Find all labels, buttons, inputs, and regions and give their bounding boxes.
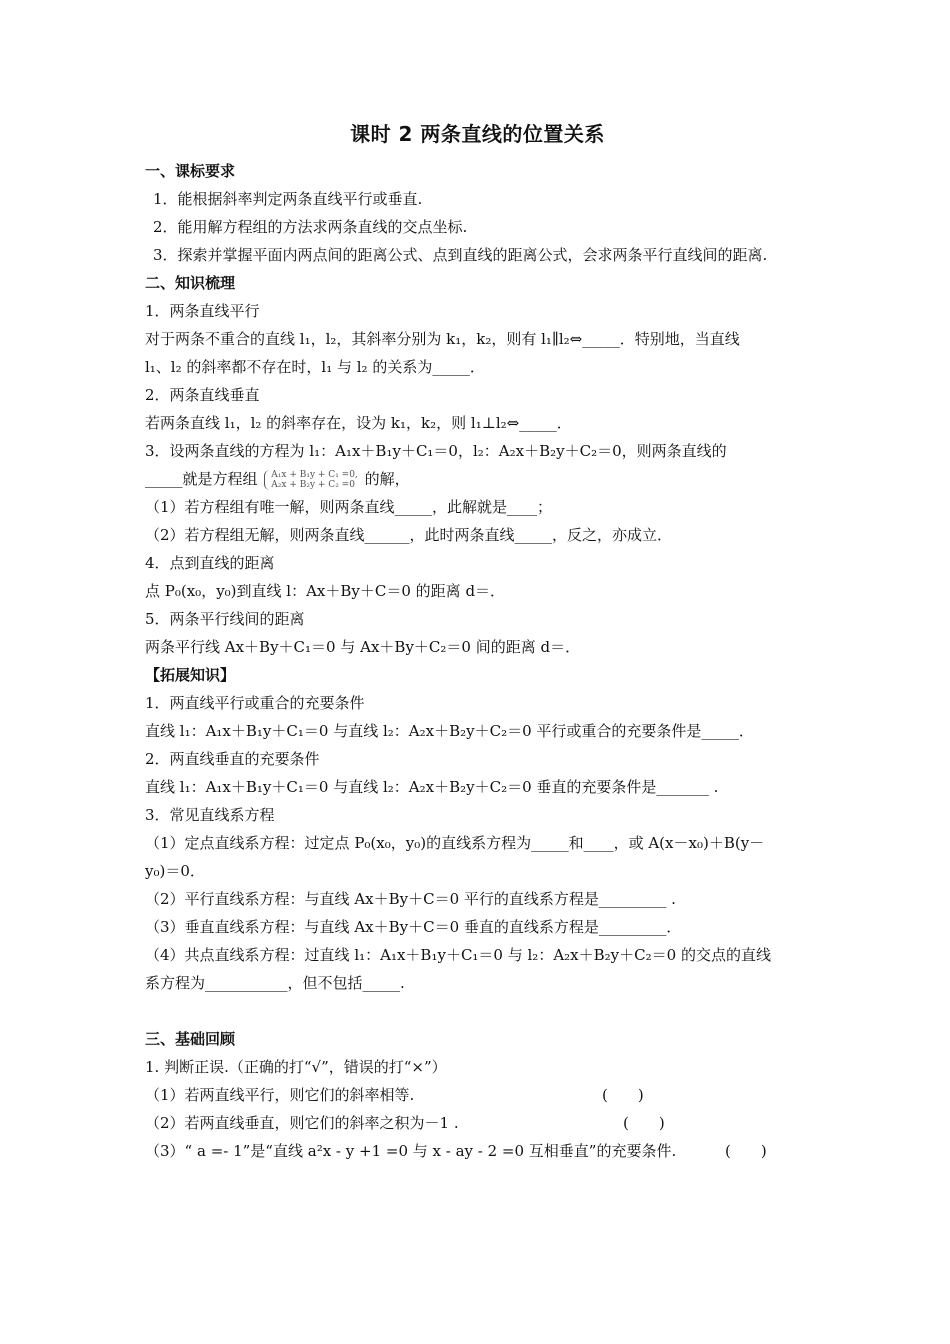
judgment-text: （3）“ a =- 1”是“直线 a²x - y +1 =0 与 x - ay - 2 =0 互相垂直”的充要条件. xyxy=(145,1142,677,1160)
extended-line: y₀)＝0． xyxy=(145,862,205,880)
judgment-text: （1）若两直线平行，则它们的斜率相等. xyxy=(145,1086,415,1104)
page-title: 课时 2 两条直线的位置关系 xyxy=(350,122,605,146)
judgment-item-3 xyxy=(145,1137,810,1165)
judgment-item-2 xyxy=(145,1109,810,1137)
extended-line: 1．两直线平行或重合的充要条件 xyxy=(145,694,365,712)
knowledge-line: l₁、l₂ 的斜率都不存在时，l₁ 与 l₂ 的关系为_____． xyxy=(145,358,485,376)
system-suffix: 的解， xyxy=(364,470,410,488)
judgment-item-1 xyxy=(145,1081,810,1109)
question-1: 1. 判断正误.（正确的打“√”，错误的打“×”） xyxy=(145,1058,447,1076)
knowledge-line: 1．两条直线平行 xyxy=(145,302,260,320)
judgment-text: （2）若两直线垂直，则它们的斜率之积为－1 . xyxy=(145,1114,459,1132)
answer-parentheses: ( ) xyxy=(602,1086,644,1104)
knowledge-line: 3．设两条直线的方程为 l₁：A₁x＋B₁y＋C₁＝0，l₂：A₂x＋B₂y＋C₂＝0，则两条直线的 xyxy=(145,442,727,460)
extended-line: 2．两直线垂直的充要条件 xyxy=(145,750,320,768)
extended-line: 直线 l₁：A₁x＋B₁y＋C₁＝0 与直线 l₂：A₂x＋B₂y＋C₂＝0 平行或重合的充要条件是_____． xyxy=(145,722,754,740)
extended-line: 直线 l₁：A₁x＋B₁y＋C₁＝0 与直线 l₂：A₂x＋B₂y＋C₂＝0 垂直的充要条件是_______ . xyxy=(145,778,719,796)
extended-line: （3）垂直直线系方程：与直线 Ax＋By＋C＝0 垂直的直线系方程是_________． xyxy=(145,918,682,936)
equation-system xyxy=(264,470,358,490)
extended-line: 3．常见直线系方程 xyxy=(145,806,275,824)
knowledge-line: 2．两条直线垂直 xyxy=(145,386,260,404)
system-equation-1: A₁x + B₁y + C₁ =0, xyxy=(271,470,358,480)
answer-parentheses: ( ) xyxy=(623,1114,665,1132)
extended-line: 系方程为___________，但不包括_____. xyxy=(145,974,405,992)
knowledge-line: 点 P₀(x₀，y₀)到直线 l：Ax＋By＋C＝0 的距离 d＝． xyxy=(145,582,506,600)
section-heading-review: 三、基础回顾 xyxy=(145,1030,236,1048)
knowledge-line: 4．点到直线的距离 xyxy=(145,554,275,572)
section-heading-knowledge: 二、知识梳理 xyxy=(145,274,236,292)
knowledge-line: 对于两条不重合的直线 l₁，l₂，其斜率分别为 k₁，k₂，则有 l₁∥l₂⇔_____．特别地，当直线 xyxy=(145,330,740,348)
equation-system-line xyxy=(145,465,810,493)
extended-line: （4）共点直线系方程：过直线 l₁：A₁x＋B₁y＋C₁＝0 与 l₂：A₂x＋B₂y＋C₂＝0 的交点的直线 xyxy=(145,946,771,964)
system-prefix: _____就是方程组 xyxy=(145,470,258,488)
system-equation-2: A₂x + B₂y + C₂ =0 xyxy=(271,480,355,490)
knowledge-line: （1）若方程组有唯一解，则两条直线_____，此解就是____； xyxy=(145,498,553,516)
knowledge-line: 5．两条平行线间的距离 xyxy=(145,610,305,628)
section-heading-extended: 【拓展知识】 xyxy=(145,666,236,684)
section-heading-standards: 一、课标要求 xyxy=(145,162,236,180)
answer-parentheses: ( ) xyxy=(725,1142,767,1160)
extended-line: （1）定点直线系方程：过定点 P₀(x₀，y₀)的直线系方程为_____和____，或 A(x－x₀)＋B(y－ xyxy=(145,834,765,852)
knowledge-line: 若两条直线 l₁，l₂ 的斜率存在，设为 k₁，k₂，则 l₁⊥l₂⇔_____． xyxy=(145,414,572,432)
extended-line: （2）平行直线系方程：与直线 Ax＋By＋C＝0 平行的直线系方程是_________ . xyxy=(145,890,676,908)
standard-item-2: 2．能用解方程组的方法求两条直线的交点坐标. xyxy=(153,218,468,236)
standard-item-1: 1．能根据斜率判定两条直线平行或垂直. xyxy=(153,190,423,208)
knowledge-line: 两条平行线 Ax＋By＋C₁＝0 与 Ax＋By＋C₂＝0 间的距离 d＝． xyxy=(145,638,581,656)
spacer xyxy=(145,997,810,1025)
standard-item-3: 3．探索并掌握平面内两点间的距离公式、点到直线的距离公式，会求两条平行直线间的距离. xyxy=(153,246,768,264)
knowledge-line: （2）若方程组无解，则两条直线______，此时两条直线_____，反之，亦成立． xyxy=(145,526,673,544)
document-page xyxy=(145,118,810,1165)
